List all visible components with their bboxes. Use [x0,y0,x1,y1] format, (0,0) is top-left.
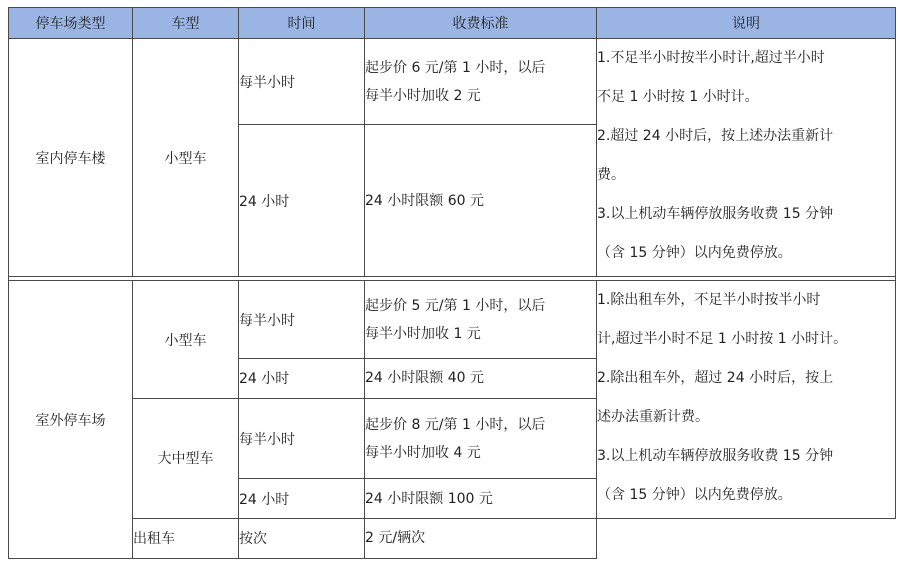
header-lot-type: 停车场类型 [9,8,133,39]
vehicle-outdoor-large: 大中型车 [133,399,239,519]
header-vehicle-type: 车型 [133,8,239,39]
fee-line: 每半小时加收 4 元 [365,444,481,461]
header-fee-standard: 收费标准 [365,8,597,39]
note-line: 1.除出租车外，不足半小时按半小时 [597,292,821,309]
note-line: 2.除出租车外，超过 24 小时后，按上 [597,370,834,387]
note-line: 3.以上机动车辆停放服务收费 15 分钟 [597,206,834,222]
note-line: 费。 [597,167,625,183]
notes-outdoor [597,281,896,518]
table-row [9,39,896,125]
fee-line: 起步价 8 元/第 1 小时，以后 [365,416,546,433]
fee-cell [365,399,597,479]
table-row [9,281,896,358]
lot-type-outdoor: 室外停车场 [9,281,133,559]
note-line: 1.不足半小时按半小时计,超过半小时 [597,50,825,66]
note-line: （含 15 分钟）以内免费停放。 [597,487,792,504]
time-cell: 24 小时 [239,125,365,277]
vehicle-taxi: 出租车 [133,518,239,558]
fee-cell [365,39,597,125]
fee-line: 起步价 6 元/第 1 小时，以后 [365,59,546,76]
vehicle-indoor-small: 小型车 [133,39,239,277]
time-cell: 24 小时 [239,479,365,518]
fee-cell: 2 元/辆次 [365,518,597,558]
vehicle-outdoor-small: 小型车 [133,281,239,399]
note-line: 不足 1 小时按 1 小时计。 [597,89,759,105]
header-notes: 说明 [597,8,896,39]
fee-cell [365,281,597,358]
time-cell: 按次 [239,518,365,558]
header-row [9,8,896,39]
header-time: 时间 [239,8,365,39]
notes-indoor [597,39,896,277]
table-row [9,518,896,558]
time-cell: 每半小时 [239,281,365,358]
lot-type-indoor: 室内停车楼 [9,39,133,277]
time-cell: 24 小时 [239,358,365,398]
note-line: 2.超过 24 小时后，按上述办法重新计 [597,128,834,144]
parking-fee-table [8,7,896,559]
time-cell: 每半小时 [239,39,365,125]
fee-line: 起步价 5 元/第 1 小时，以后 [365,297,546,314]
note-line: 计,超过半小时不足 1 小时按 1 小时计。 [597,331,848,348]
time-cell: 每半小时 [239,399,365,479]
fee-line: 每半小时加收 1 元 [365,325,481,342]
fee-cell: 24 小时限额 100 元 [365,479,597,518]
fee-cell: 24 小时限额 60 元 [365,125,597,277]
note-line: 3.以上机动车辆停放服务收费 15 分钟 [597,448,834,465]
note-line: （含 15 分钟）以内免费停放。 [597,245,792,261]
fee-line: 每半小时加收 2 元 [365,87,481,104]
fee-cell: 24 小时限额 40 元 [365,358,597,398]
note-line: 述办法重新计费。 [597,409,709,426]
